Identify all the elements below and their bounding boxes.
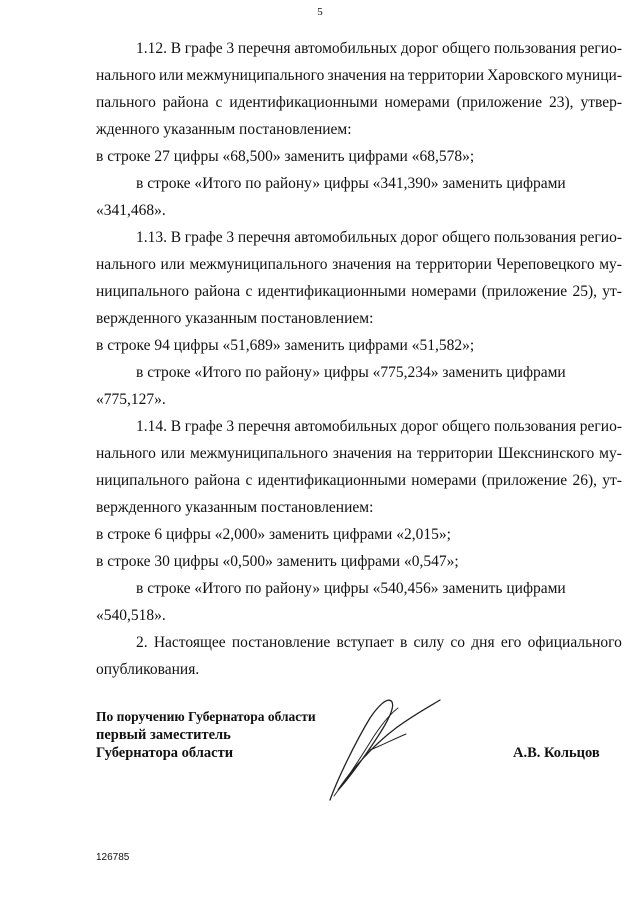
word: общего: [442, 418, 491, 435]
word: 25),: [572, 283, 597, 300]
word: общего: [442, 229, 491, 246]
paragraph-1-13-line-4: вержденного указанным постановлением:: [96, 310, 374, 327]
word: нального: [96, 445, 156, 462]
word: 3: [226, 40, 235, 57]
word: межмуниципального: [189, 445, 328, 462]
word: перечня: [237, 229, 291, 246]
word: в: [399, 634, 408, 651]
word: пользования: [493, 40, 577, 57]
paragraph-1-12-line-4: жденного указанным постановлением:: [96, 121, 352, 138]
word: автомобильных: [294, 40, 398, 57]
word: на: [396, 445, 412, 462]
word: 2.: [136, 634, 148, 651]
word: графе: [184, 418, 223, 435]
word: пального: [96, 94, 156, 111]
paragraph-1-14-line-4: вержденного указанным постановлением:: [96, 499, 374, 516]
word: его: [500, 634, 522, 651]
word: постановление: [231, 634, 331, 651]
word: с: [245, 283, 253, 300]
word: нального: [96, 67, 156, 84]
word: номерами: [411, 283, 477, 300]
paragraph-1-12-line-6: в строке «Итого по району» цифры «341,390» заменить цифрами: [136, 175, 566, 192]
word: му-: [599, 445, 622, 462]
word: значения: [332, 256, 392, 273]
word: ниципального: [96, 472, 190, 489]
word: 1.12.: [136, 40, 167, 57]
word: перечня: [237, 40, 291, 57]
paragraph-1-14-line-6: в строке 30 цифры «0,500» заменить цифрами «0,547»;: [96, 553, 459, 570]
word: со: [450, 634, 466, 651]
paragraph-1-14-line-1: [136, 417, 622, 437]
word: Харовского: [487, 67, 563, 84]
word: официального: [527, 634, 622, 651]
word: 3: [226, 229, 235, 246]
word: нального: [96, 256, 156, 273]
word: В: [170, 418, 182, 435]
signature-authority-line-3: Губернатора области: [96, 745, 234, 761]
word: ут-: [602, 472, 622, 489]
paragraph-1-12-line-7: «341,468».: [96, 202, 166, 219]
word: 26),: [572, 472, 597, 489]
word: района: [194, 472, 241, 489]
word: идентификационными: [257, 283, 406, 300]
word: утвер-: [580, 94, 622, 111]
page-number: 5: [317, 6, 323, 18]
word: автомобильных: [294, 418, 398, 435]
paragraph-1-14-line-7: в строке «Итого по району» цифры «540,456» заменить цифрами: [136, 580, 566, 597]
word: В: [170, 229, 182, 246]
paragraph-1-14-line-3: [96, 471, 622, 491]
paragraph-1-14-line-5: в строке 6 цифры «2,000» заменить цифрами «2,015»;: [96, 526, 451, 543]
paragraph-1-13-line-1: [136, 228, 622, 248]
word: межмуниципального: [186, 67, 325, 84]
word: дня: [471, 634, 495, 651]
word: с: [245, 472, 253, 489]
word: автомобильных: [294, 229, 398, 246]
word: пользования: [493, 418, 577, 435]
word: идентификационными: [229, 94, 378, 111]
word: территории: [407, 67, 485, 84]
word: Настоящее: [153, 634, 226, 651]
word: регио-: [579, 40, 622, 57]
word: му-: [599, 256, 622, 273]
paragraph-1-12-line-5: в строке 27 цифры «68,500» заменить цифрами «68,578»;: [96, 148, 475, 165]
word: регио-: [579, 418, 622, 435]
signature-authority-line-1: По поручению Губернатора области: [96, 709, 316, 724]
word: графе: [184, 229, 223, 246]
word: номерами: [411, 472, 477, 489]
word: (приложение: [481, 472, 568, 489]
signature-authority-line-2: первый заместитель: [96, 727, 231, 743]
word: вступает: [336, 634, 394, 651]
word: на: [395, 256, 412, 273]
word: 3: [226, 418, 235, 435]
word: перечня: [237, 418, 291, 435]
paragraph-2-line-2: опубликования.: [96, 661, 200, 678]
word: территории: [415, 256, 492, 273]
word: номерами: [384, 94, 450, 111]
paragraph-1-13-line-2: [96, 255, 622, 275]
word: района: [162, 94, 209, 111]
word: 1.13.: [136, 229, 167, 246]
word: на: [389, 67, 405, 84]
paragraph-1-13-line-3: [96, 282, 622, 302]
word: идентификационными: [257, 472, 406, 489]
paragraph-2-line-1: [136, 633, 622, 653]
handwritten-signature: [300, 688, 450, 808]
word: общего: [442, 40, 491, 57]
word: Шекснинского: [497, 445, 595, 462]
word: значения: [332, 445, 392, 462]
word: дорог: [400, 40, 439, 57]
word: ут-: [602, 283, 622, 300]
document-code: 126785: [96, 852, 130, 863]
paragraph-1-12-line-2: [96, 66, 622, 86]
signatory-name: А.В. Кольцов: [513, 745, 600, 761]
paragraph-1-12-line-1: [136, 39, 622, 59]
word: дорог: [400, 229, 439, 246]
word: дорог: [400, 418, 439, 435]
word: с: [215, 94, 223, 111]
paragraph-1-13-line-6: в строке «Итого по району» цифры «775,234» заменить цифрами: [136, 364, 566, 381]
word: района: [194, 283, 241, 300]
paragraph-1-13-line-7: «775,127».: [96, 391, 166, 408]
paragraph-1-13-line-5: в строке 94 цифры «51,689» заменить цифрами «51,582»;: [96, 337, 475, 354]
word: значения: [327, 67, 387, 84]
paragraph-1-14-line-8: «540,518».: [96, 607, 166, 624]
word: пользования: [493, 229, 577, 246]
word: регио-: [579, 229, 622, 246]
paragraph-1-12-line-3: [96, 93, 622, 113]
word: Череповецкого: [496, 256, 595, 273]
word: (приложение: [481, 283, 568, 300]
word: 23),: [549, 94, 574, 111]
paragraph-1-14-line-2: [96, 444, 622, 464]
word: (приложение: [456, 94, 543, 111]
word: или: [160, 445, 186, 462]
word: 1.14.: [136, 418, 167, 435]
word: силу: [413, 634, 445, 651]
word: муници-: [566, 67, 622, 84]
word: графе: [184, 40, 223, 57]
word: или: [158, 67, 184, 84]
word: или: [160, 256, 185, 273]
word: ниципального: [96, 283, 190, 300]
word: межмуниципального: [189, 256, 328, 273]
word: В: [170, 40, 182, 57]
word: территории: [416, 445, 493, 462]
